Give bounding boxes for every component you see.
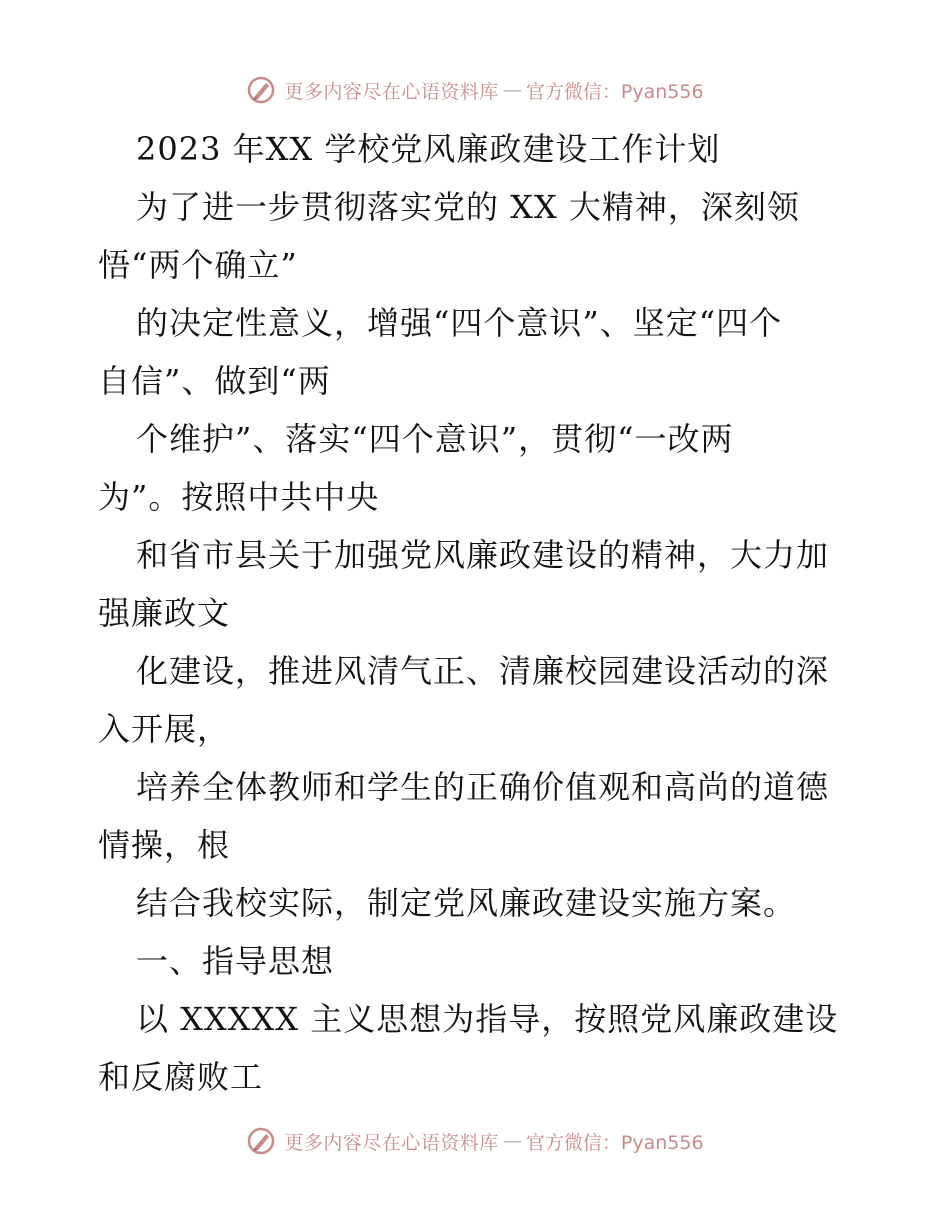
paragraph-line: 和省市县关于加强党风廉政建设的精神，大力加 <box>136 536 830 574</box>
watermark-text: 更多内容尽在心语资料库 <box>284 80 499 103</box>
paragraph-line: 以 XXXXX 主义思想为指导，按照党风廉政建设 <box>136 1000 839 1038</box>
paragraph-line: 情操，根 <box>98 826 231 864</box>
paragraph-line: 为了进一步贯彻落实党的 XX 大精神，深刻领 <box>136 188 800 226</box>
paragraph-line: 结合我校实际，制定党风廉政建设实施方案。 <box>136 884 797 922</box>
watermark-suffix: 官方微信：Pyan556 <box>525 80 704 103</box>
paragraph-line: 和反腐败工 <box>98 1058 264 1096</box>
paragraph-line: 化建设，推进风清气正、清廉校园建设活动的深 <box>136 652 830 690</box>
footer-watermark <box>0 1121 950 1161</box>
paragraph-line: 培养全体教师和学生的正确价值观和高尚的道德 <box>136 768 830 806</box>
watermark-text: 更多内容尽在心语资料库 <box>284 1131 499 1154</box>
header-watermark <box>0 70 950 110</box>
document-title: 2023 年XX 学校党风廉政建设工作计划 <box>136 130 721 168</box>
watermark-separator: — <box>502 79 522 101</box>
paragraph-line: 强廉政文 <box>98 594 231 632</box>
paragraph-line: 的决定性意义，增强“四个意识”、坚定“四个 <box>136 304 783 342</box>
paragraph-line: 入开展， <box>98 710 231 748</box>
pen-logo-icon <box>246 75 276 105</box>
section-heading: 一、指导思想 <box>136 942 335 980</box>
paragraph-line: 个维护”、落实“四个意识”，贯彻“一改两 <box>136 420 734 458</box>
watermark-suffix: 官方微信：Pyan556 <box>525 1131 704 1154</box>
watermark-separator: — <box>502 1130 522 1152</box>
paragraph-line: 为”。按照中共中央 <box>98 478 380 516</box>
document-body <box>98 120 858 1106</box>
pen-logo-icon <box>246 1126 276 1156</box>
paragraph-line: 悟“两个确立” <box>98 246 298 284</box>
paragraph-line: 自信”、做到“两 <box>98 362 331 400</box>
